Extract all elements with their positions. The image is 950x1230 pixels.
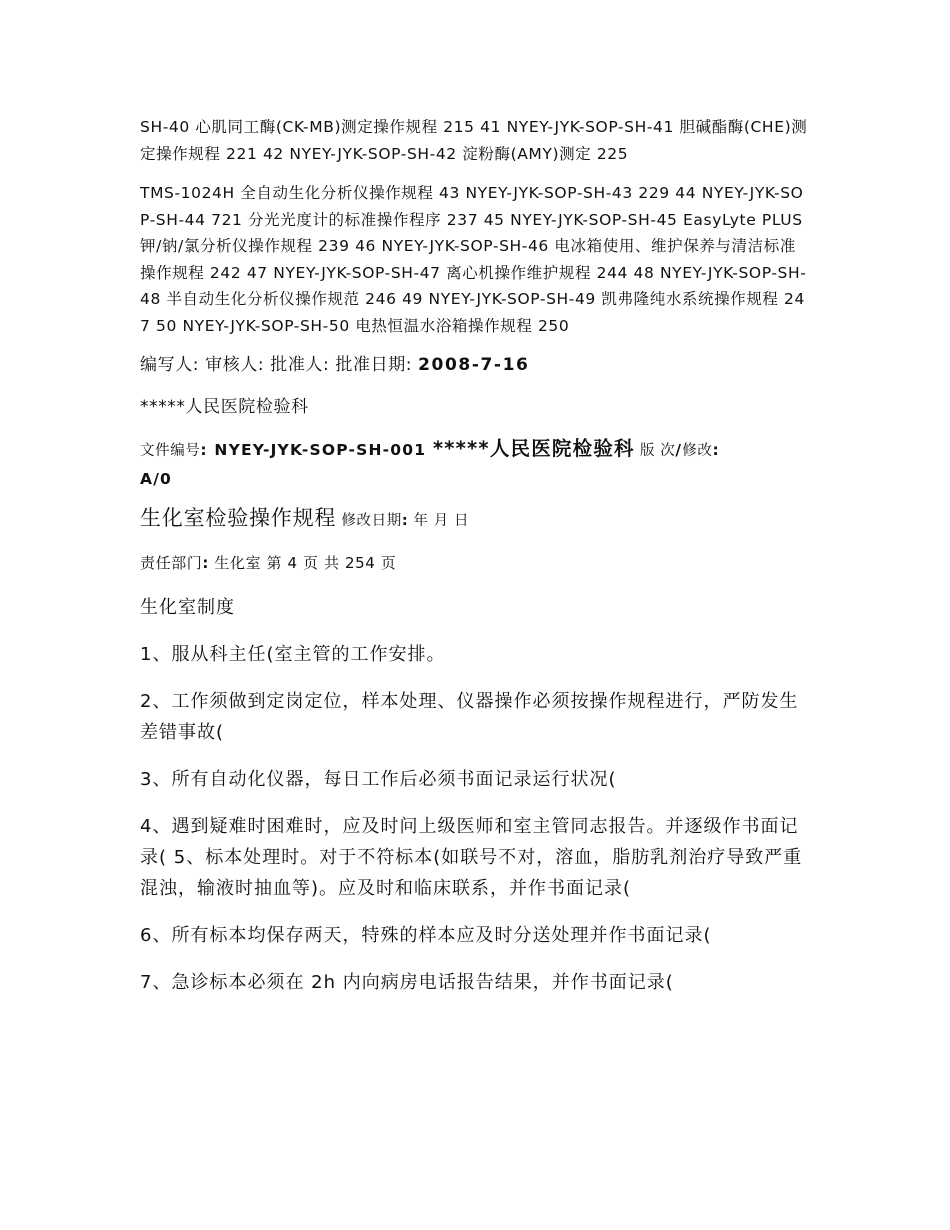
modify-label: 修改 — [682, 443, 713, 459]
modify-date-label: 修改日期 — [336, 513, 402, 529]
file-number-value: NYEY-JYK-SOP-SH-001 — [207, 441, 433, 459]
department-value: 生化室 第 4 页 共 254 页 — [209, 554, 397, 572]
rule-item: 4、遇到疑难时困难时，应及时问上级医师和室主管同志报告。并逐级作书面记录( 5、标本处理时。对于不符标本(如联号不对，溶血，脂肪乳剂治疗导致严重混浊，输液时抽血等)。应及时和临床联系，并作书面记录( — [140, 816, 803, 899]
version-value: A/0 — [140, 470, 173, 488]
section-title: 生化室制度 — [140, 597, 235, 618]
modify-date-parts: 年 月 日 — [408, 513, 470, 529]
hospital-line: *****人民医院检验科 — [140, 397, 309, 417]
signers-line — [140, 351, 812, 379]
modify-date-colon: : — [401, 513, 409, 529]
file-number-label: 文件编号 — [140, 443, 201, 459]
toc-block-1: SH-40 心肌同工酶(CK-MB)测定操作规程 215 41 NYEY-JYK-SOP-SH-41 胆碱酯酶(CHE)测定操作规程 221 42 NYEY-JYK-SOP-SH-42 淀粉酶(AMY)测定 225 — [140, 118, 808, 163]
title-row — [140, 503, 812, 536]
rule-item: 7、急诊标本必须在 2h 内向病房电话报告结果，并作书面记录( — [140, 972, 674, 993]
document-page — [140, 114, 812, 1014]
file-hospital-name: *****人民医院检验科 — [432, 437, 635, 460]
version-colon: : — [712, 441, 720, 459]
rule-item: 2、工作须做到定岗定位，样本处理、仪器操作必须按操作规程进行，严防发生差错事故( — [140, 691, 799, 743]
department-colon: : — [202, 554, 210, 572]
toc-block-2: TMS-1024H 全自动生化分析仪操作规程 43 NYEY-JYK-SOP-SH-43 229 44 NYEY-JYK-SOP-SH-44 721 分光光度计的标准操作程序 237 45 NYEY-JYK-SOP-SH-45 EasyLyte PLUS 钾/钠/氯分析仪操作规程 239 46 NYEY-JYK-SOP-SH-46 电冰箱使用、维护保养与清洁标准操作规程 242 47 NYEY-JYK-SOP-SH-47 离心机操作维护规程 244 48 NYEY-JYK-SOP-SH-48 半自动生化分析仪操作规范 246 49 NYEY-JYK-SOP-SH-49 凯弗隆纯水系统操作规程 247 50 NYEY-JYK-SOP-SH-50 电热恒温水浴箱操作规程 250 — [140, 184, 807, 335]
rule-item: 6、所有标本均保存两天，特殊的样本应及时分送处理并作书面记录( — [140, 925, 712, 946]
version-slash: / — [675, 441, 683, 459]
approval-date: 2008-7-16 — [418, 355, 530, 375]
rule-item: 3、所有自动化仪器，每日工作后必须书面记录运行状况( — [140, 769, 617, 790]
document-title: 生化室检验操作规程 — [140, 506, 337, 530]
file-info-line — [140, 435, 812, 493]
rule-item: 1、服从科主任(室主管的工作安排。 — [140, 644, 446, 665]
department-label: 责任部门 — [140, 554, 203, 572]
file-number-colon: : — [200, 441, 208, 459]
signers-label: 编写人: 审核人: 批准人: 批准日期: — [140, 355, 419, 375]
version-label: 版 次 — [634, 443, 676, 459]
department-line — [140, 550, 812, 576]
